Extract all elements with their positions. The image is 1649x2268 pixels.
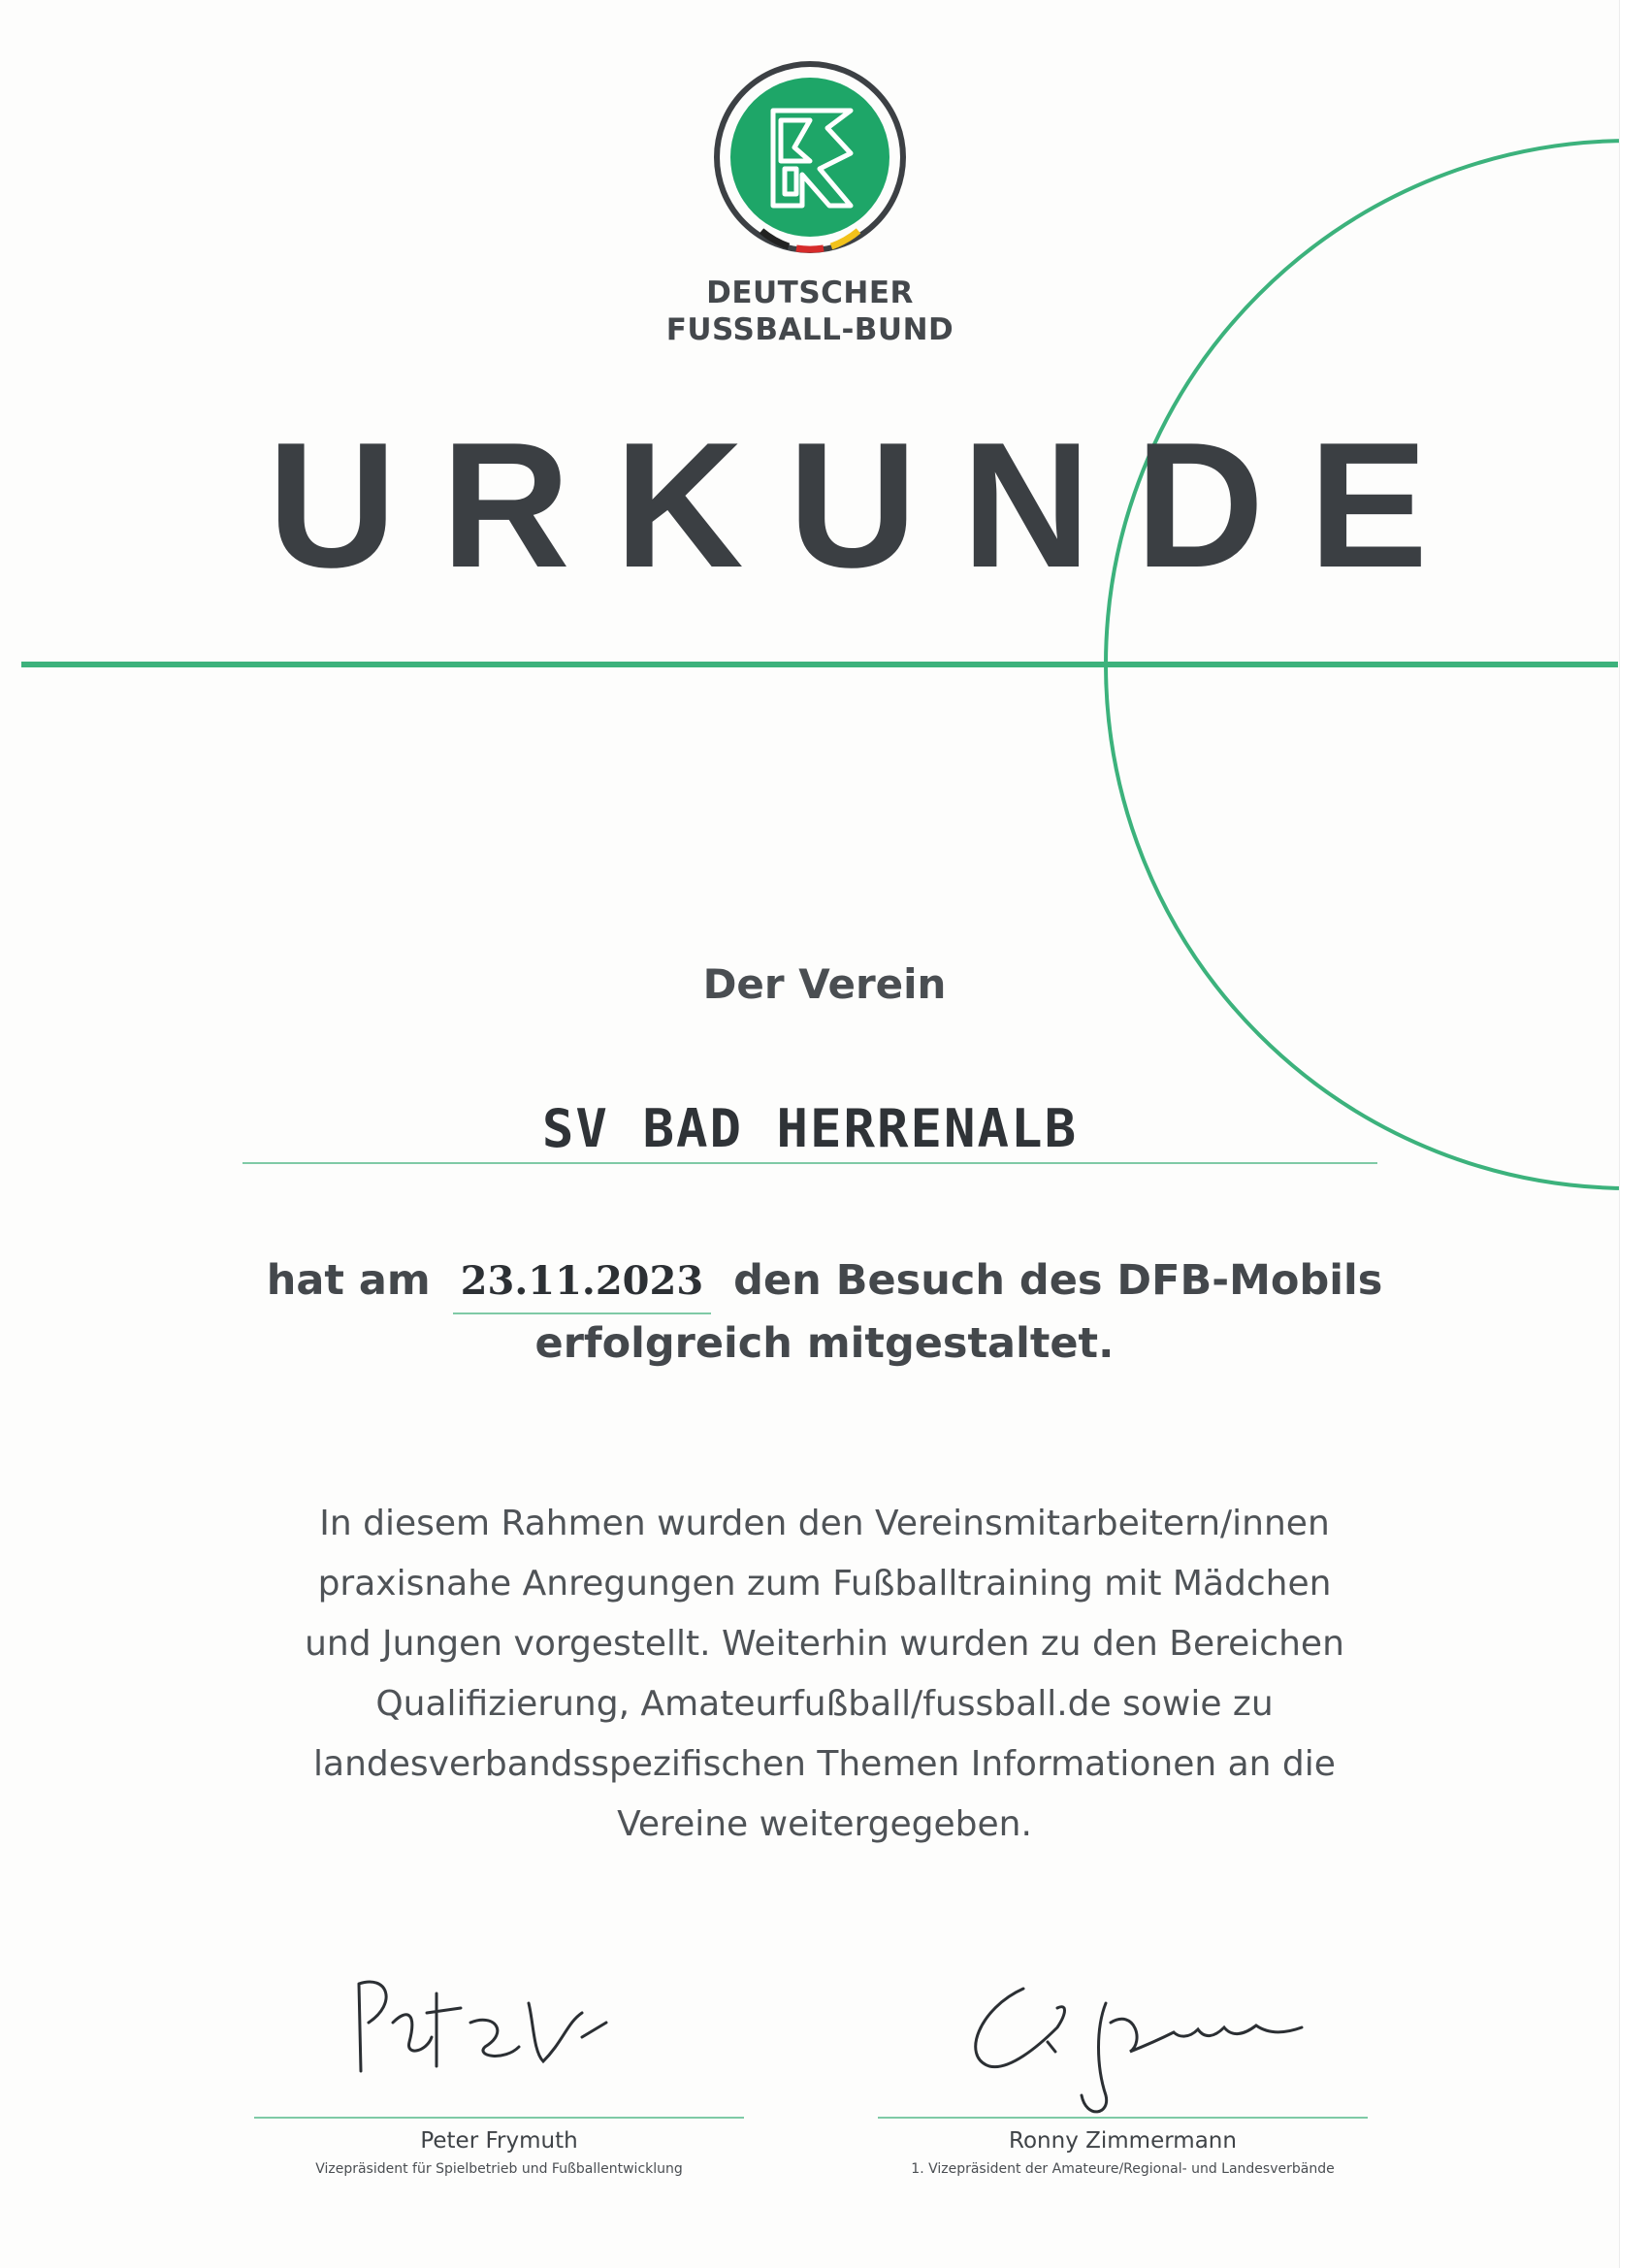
body-line: Vereine weitergegeben. bbox=[617, 1804, 1032, 1844]
signature-line-right bbox=[878, 2117, 1368, 2119]
visit-date: 23.11.2023 bbox=[453, 1252, 712, 1314]
signer-name-left: Peter Frymuth bbox=[420, 2128, 578, 2154]
signer-name-right: Ronny Zimmermann bbox=[1009, 2128, 1237, 2154]
statement-suffix: den Besuch des DFB-Mobils bbox=[733, 1256, 1383, 1305]
body-line: und Jungen vorgestellt. Weiterhin wurden zu den Bereichen bbox=[305, 1624, 1344, 1664]
page-edge bbox=[1619, 0, 1649, 2268]
club-name-underline bbox=[242, 1162, 1377, 1164]
organization-name-line2: FUSSBALL-BUND bbox=[665, 312, 954, 347]
intro-text: Der Verein bbox=[702, 960, 947, 1008]
statement-line-2: erfolgreich mitgestaltet. bbox=[534, 1319, 1115, 1368]
certificate-title: URKUNDE bbox=[268, 405, 1472, 604]
club-name: SV BAD HERRENALB bbox=[541, 1098, 1079, 1159]
statement-prefix: hat am bbox=[266, 1256, 431, 1305]
signature-line-left bbox=[254, 2117, 744, 2119]
body-line: praxisnahe Anregungen zum Fußballtraining mit Mädchen bbox=[317, 1564, 1332, 1604]
dfb-logo-icon bbox=[713, 60, 907, 254]
handwritten-signature-icon bbox=[340, 1955, 630, 2090]
handwritten-signature-icon bbox=[951, 1950, 1339, 2124]
statement bbox=[194, 1251, 1455, 1373]
body-paragraph bbox=[204, 1494, 1445, 1855]
organization-name bbox=[582, 275, 1038, 348]
organization-name-line1: DEUTSCHER bbox=[706, 275, 914, 310]
body-line: Qualifizierung, Amateurfußball/fussball.de sowie zu bbox=[375, 1684, 1274, 1724]
signer-role-left: Vizepräsident für Spielbetrieb und Fußballentwicklung bbox=[315, 2161, 683, 2177]
body-line: In diesem Rahmen wurden den Vereinsmitarbeitern/innen bbox=[319, 1504, 1330, 1543]
signer-role-right: 1. Vizepräsident der Amateure/Regional- und Landesverbände bbox=[911, 2161, 1335, 2177]
body-line: landesverbandsspezifischen Themen Informationen an die bbox=[313, 1744, 1336, 1784]
statement-line-1 bbox=[194, 1251, 1455, 1314]
